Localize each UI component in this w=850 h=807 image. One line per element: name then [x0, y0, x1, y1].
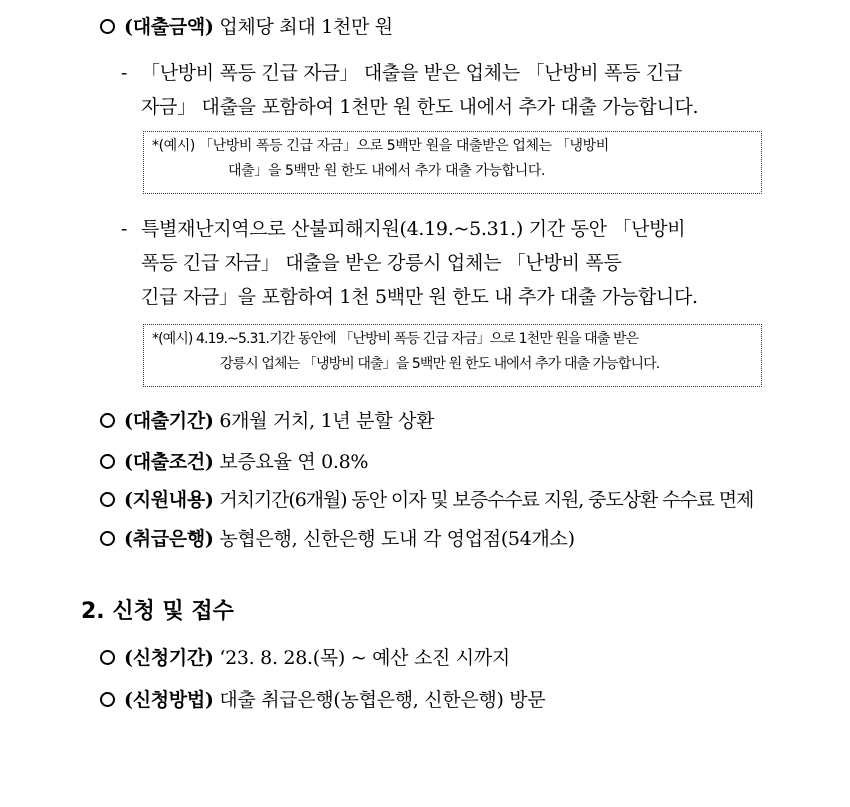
- circle-bullet-icon: [100, 531, 115, 546]
- circle-bullet-icon: [100, 650, 115, 665]
- dash-item-line2: 자금」 대출을 포함하여 1천만 원 한도 내에서 추가 대출 가능합니다.: [141, 96, 699, 118]
- circle-bullet-icon: [100, 19, 115, 34]
- loan-period-label: (대출기간): [124, 410, 214, 432]
- loan-amount-label: (대출금액): [124, 16, 214, 38]
- example-note-box: [143, 324, 762, 387]
- loan-period-item: [100, 408, 434, 434]
- handling-bank-label: (취급은행): [124, 528, 214, 550]
- loan-period-text: 6개월 거치, 1년 분할 상환: [219, 410, 435, 432]
- note-line1: *(예시) 4.19.~5.31.기간 동안에 「난방비 폭등 긴급 자금」으로 1천만 원을 대출 받은: [152, 331, 639, 347]
- application-method-item: [100, 687, 545, 713]
- example-note-box: [143, 131, 762, 194]
- dash-marker: -: [121, 218, 128, 240]
- support-content-item: [100, 487, 753, 513]
- application-period-item: [100, 645, 510, 671]
- circle-bullet-icon: [100, 454, 115, 469]
- dash-item-line3: 긴급 자금」을 포함하여 1천 5백만 원 한도 내 추가 대출 가능합니다.: [141, 286, 698, 308]
- application-method-label: (신청방법): [124, 689, 214, 711]
- application-period-label: (신청기간): [124, 647, 214, 669]
- loan-amount-item: [100, 14, 393, 40]
- application-method-text: 대출 취급은행(농협은행, 신한은행) 방문: [219, 689, 546, 711]
- dash-item-disaster-area: [121, 212, 771, 314]
- loan-condition-item: [100, 449, 368, 475]
- loan-condition-label: (대출조건): [124, 451, 214, 473]
- support-content-text: 거치기간(6개월) 동안 이자 및 보증수수료 지원, 중도상환 수수료 면제: [219, 489, 754, 511]
- dash-marker: -: [121, 62, 128, 84]
- section-title-application: 2. 신청 및 접수: [81, 599, 234, 624]
- dash-item-line1: 특별재난지역으로 산불피해지원(4.19.~5.31.) 기간 동안 「난방비: [141, 218, 686, 240]
- handling-bank-item: [100, 526, 575, 552]
- dash-item-heating-loan: [121, 56, 771, 124]
- handling-bank-text: 농협은행, 신한은행 도내 각 영업점(54개소): [219, 528, 575, 550]
- note-line1: *(예시) 「난방비 폭등 긴급 자금」으로 5백만 원을 대출받은 업체는 「냉방비: [152, 138, 609, 154]
- application-period-text: ‘23. 8. 28.(목) ~ 예산 소진 시까지: [219, 647, 510, 669]
- dash-item-text: [121, 212, 771, 314]
- circle-bullet-icon: [100, 492, 115, 507]
- dash-item-line1: 「난방비 폭등 긴급 자금」 대출을 받은 업체는 「난방비 폭등 긴급: [141, 62, 683, 84]
- support-content-label: (지원내용): [124, 489, 214, 511]
- loan-condition-text: 보증요율 연 0.8%: [219, 451, 369, 473]
- note-line2: 대출」을 5백만 원 한도 내에서 추가 대출 가능합니다.: [228, 163, 545, 179]
- circle-bullet-icon: [100, 692, 115, 707]
- circle-bullet-icon: [100, 413, 115, 428]
- dash-item-line2: 폭등 긴급 자금」 대출을 받은 강릉시 업체는 「난방비 폭등: [141, 252, 622, 274]
- note-line2: 강릉시 업체는 「냉방비 대출」을 5백만 원 한도 내에서 추가 대출 가능합니다.: [220, 356, 660, 372]
- loan-amount-text: 업체당 최대 1천만 원: [219, 16, 393, 38]
- dash-item-text: [121, 56, 771, 124]
